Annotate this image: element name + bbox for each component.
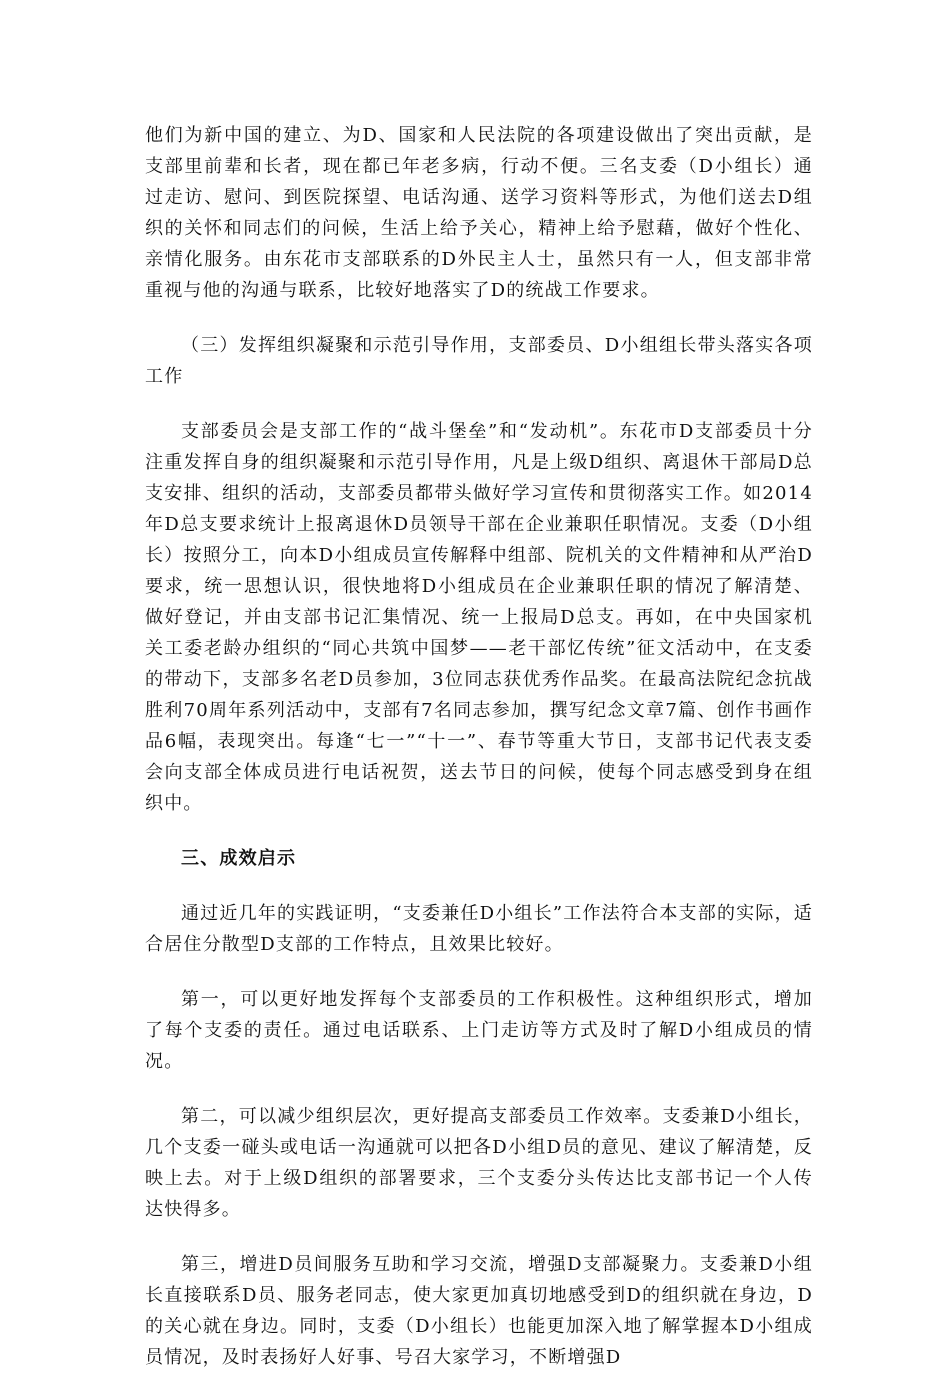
paragraph-committee-role: 支部委员会是支部工作的“战斗堡垒”和“发动机”。东花市D支部委员十分注重发挥自身的组织凝聚和示范引导作用，凡是上级D组织、离退休干部局D总支安排、组织的活动，支部委员都带头做好学习宣传和贯彻落实工作。如2014年D总支要求统计上报离退休D员领导干部在企业兼职任职情况。支委（D小组长）按照分工，向本D小组成员宣传解释中组部、院机关的文件精神和从严治D要求，统一思想认识，很快地将D小组成员在企业兼职任职的情况了解清楚、做好登记，并由支部书记汇集情况、统一上报局D总支。再如，在中央国家机关工委老龄办组织的“同心共筑中国梦——老干部忆传统”征文活动中，在支委的带动下，支部多名老D员参加，3位同志获优秀作品奖。在最高法院纪念抗战胜利70周年系列活动中，支部有7名同志参加，撰写纪念文章7篇、创作书画作品6幅，表现突出。每逢“七一”“十一”、春节等重大节日，支部书记代表支委会向支部全体成员进行电话祝贺，送去节日的问候，使每个同志感受到身在组织中。 bbox=[145, 421, 813, 814]
paragraph-results-intro: 通过近几年的实践证明，“支委兼任D小组长”工作法符合本支部的实际，适合居住分散型D支部的工作特点，且效果比较好。 bbox=[145, 903, 813, 955]
document-body bbox=[145, 120, 813, 1397]
section-heading-results: 三、成效启示 bbox=[181, 848, 297, 869]
paragraph-point-one: 第一，可以更好地发挥每个支部委员的工作积极性。这种组织形式，增加了每个支委的责任。通过电话联系、上门走访等方式及时了解D小组成员的情况。 bbox=[145, 989, 813, 1072]
paragraph-point-two: 第二，可以减少组织层次，更好提高支部委员工作效率。支委兼D小组长，几个支委一碰头或电话一沟通就可以把各D小组D员的意见、建议了解清楚，反映上去。对于上级D组织的部署要求，三个支委分头传达比支部书记一个人传达快得多。 bbox=[145, 1106, 813, 1220]
section-subheading: （三）发挥组织凝聚和示范引导作用，支部委员、D小组组长带头落实各项工作 bbox=[145, 335, 813, 387]
paragraph-continuation: 他们为新中国的建立、为D、国家和人民法院的各项建设做出了突出贡献，是支部里前辈和长者，现在都已年老多病，行动不便。三名支委（D小组长）通过走访、慰问、到医院探望、电话沟通、送学习资料等形式，为他们送去D组织的关怀和同志们的问候，生活上给予关心，精神上给予慰藉，做好个性化、亲情化服务。由东花市支部联系的D外民主人士，虽然只有一人，但支部非常重视与他的沟通与联系，比较好地落实了D的统战工作要求。 bbox=[145, 125, 813, 301]
paragraph-point-three: 第三，增进D员间服务互助和学习交流，增强D支部凝聚力。支委兼D小组长直接联系D员、服务老同志，使大家更加真切地感受到D的组织就在身边，D的关心就在身边。同时，支委（D小组长）也能更加深入地了解掌握本D小组成员情况，及时表扬好人好事、号召大家学习，不断增强D bbox=[145, 1254, 813, 1368]
